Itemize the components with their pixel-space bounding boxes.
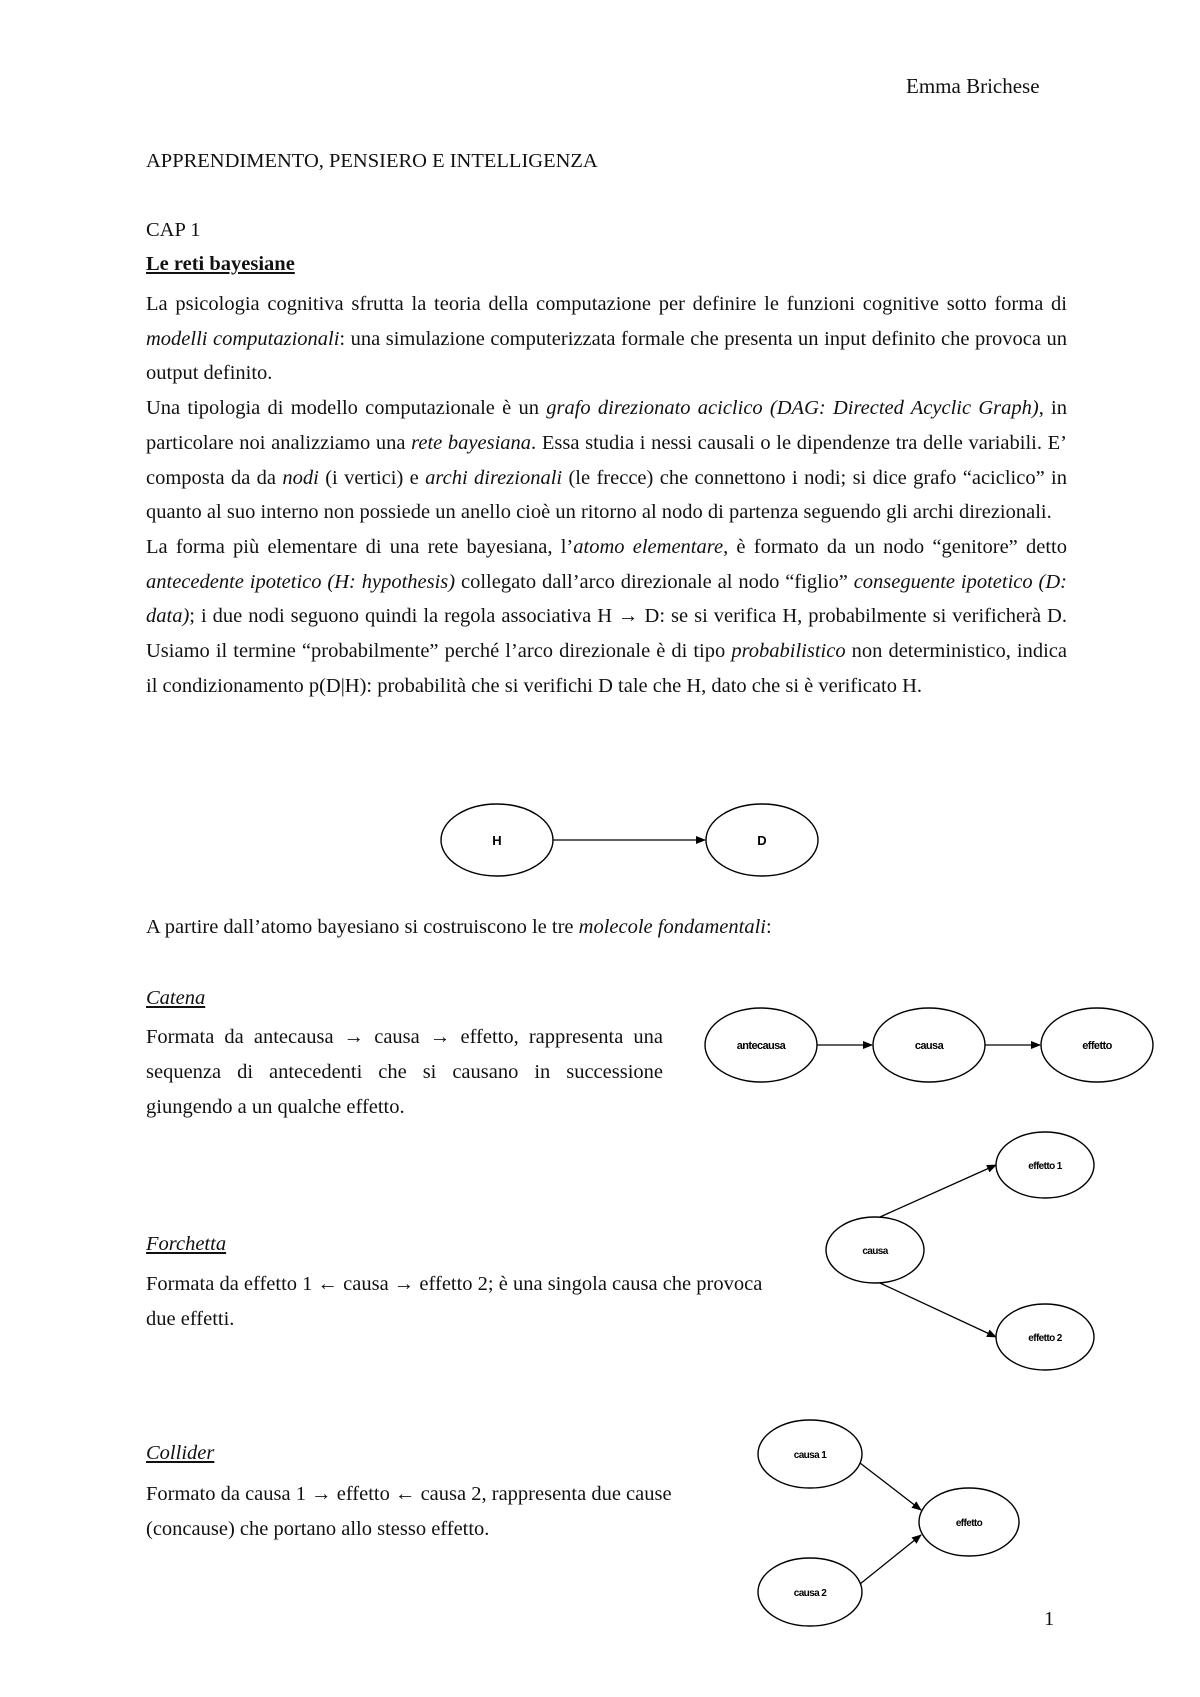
section-title: Le reti bayesiane bbox=[146, 253, 295, 275]
chapter-label: CAP 1 bbox=[146, 219, 201, 241]
emphasis-term: probabilistico bbox=[731, 640, 846, 663]
forchetta-description: Formata da effetto 1 ← causa → effetto 2; è una singola causa che provoca due effetti. bbox=[146, 1273, 763, 1330]
text-run: (i vertici) e bbox=[318, 466, 426, 489]
collider-description: Formato da causa 1 → effetto ← causa 2, rappresenta due cause (concause) che portano allo stesso effetto. bbox=[146, 1483, 672, 1540]
emphasis-term: archi direzionali bbox=[425, 466, 563, 489]
catena-title: Catena bbox=[146, 987, 206, 1009]
collider-title: Collider bbox=[146, 1442, 215, 1464]
emphasis-term: modelli computazionali bbox=[146, 327, 340, 350]
collider-label-causa2: causa 2 bbox=[793, 1588, 827, 1599]
catena-label-causa: causa bbox=[914, 1040, 944, 1052]
text-run: . Essa studia i nessi causali o le dipendenze tra delle variabili. E’ composta da da bbox=[146, 431, 1067, 489]
node-d-label: D bbox=[757, 833, 767, 848]
text-run: ; i due nodi seguono quindi la regola associativa H → D: se si verifica H, probabilmente si verificherà D. Usiamo il termine “probabilmente” perché l’arco direzionale è di tipo bbox=[146, 605, 1067, 663]
text-run: , è formato da un nodo “genitore” detto bbox=[723, 535, 1068, 558]
catena-description: Formata da antecausa → causa → effetto, rappresenta una sequenza di antecedenti che si causano in successione giungendo a un qualche effetto. bbox=[146, 1026, 663, 1118]
text-run: : bbox=[765, 916, 772, 938]
text-run: (le frecce) che connettono i nodi; si dice grafo “aciclico” in quanto al suo interno non possiede un anello cioè un ritorno al nodo di partenza seguendo gli archi direzionali. bbox=[146, 466, 1068, 524]
page-number: 1 bbox=[1044, 1608, 1055, 1630]
collider-label-effetto: effetto bbox=[955, 1518, 983, 1529]
text-run: : una simulazione computerizzata formale che presenta un input definito che provoca un output definito. bbox=[146, 327, 1067, 385]
text-run: non deterministico, indica il condizionamento p(D|H): probabilità che si verifichi D tale che H, dato che si è verificato H. bbox=[146, 640, 1067, 697]
forchetta-title: Forchetta bbox=[146, 1233, 227, 1255]
text-run: A partire dall’atomo bayesiano si costruiscono le tre bbox=[146, 916, 579, 938]
forchetta-arrow-down bbox=[880, 1283, 996, 1337]
catena-label-effetto: effetto bbox=[1082, 1040, 1112, 1052]
emphasis-term: nodi bbox=[282, 466, 319, 489]
forchetta-arrow-up bbox=[880, 1165, 996, 1217]
catena-diagram bbox=[705, 1008, 1153, 1082]
text-run: La psicologia cognitiva sfrutta la teoria della computazione per definire le funzioni cognitive sotto forma di bbox=[146, 293, 1067, 315]
emphasis-term: antecedente ipotetico (H: hypothesis) bbox=[146, 570, 456, 593]
forchetta-diagram bbox=[826, 1132, 1094, 1370]
atom-diagram bbox=[441, 804, 818, 876]
text-run: , in particolare noi analizziamo una bbox=[146, 397, 1068, 454]
text-run: Una tipologia di modello computazionale è un bbox=[146, 397, 547, 420]
collider-label-causa1: causa 1 bbox=[793, 1450, 827, 1461]
catena-label-antecausa: antecausa bbox=[736, 1040, 786, 1052]
document-title: APPRENDIMENTO, PENSIERO E INTELLIGENZA bbox=[146, 150, 598, 172]
emphasis-term: atomo elementare bbox=[573, 535, 724, 558]
emphasis-term: rete bayesiana bbox=[411, 431, 532, 454]
emphasis-term: grafo direzionato aciclico (DAG: Directed Acyclic Graph) bbox=[546, 397, 1039, 420]
collider-arrow-2 bbox=[860, 1535, 921, 1584]
collider-diagram bbox=[758, 1420, 1019, 1626]
node-h-label: H bbox=[492, 833, 502, 848]
author-name: Emma Brichese bbox=[906, 74, 1040, 98]
text-run: La forma più elementare di una rete bayesiana, l’ bbox=[146, 535, 574, 558]
forchetta-label-effetto2: effetto 2 bbox=[1028, 1333, 1062, 1344]
text-run: collegato dall’arco direzionale al nodo “figlio” bbox=[455, 570, 854, 593]
emphasis-term: conseguente ipotetico (D: data) bbox=[146, 570, 1067, 628]
forchetta-label-causa: causa bbox=[862, 1246, 888, 1257]
forchetta-label-effetto1: effetto 1 bbox=[1028, 1161, 1062, 1172]
emphasis-term: molecole fondamentali bbox=[578, 916, 766, 938]
collider-arrow-1 bbox=[860, 1463, 921, 1510]
